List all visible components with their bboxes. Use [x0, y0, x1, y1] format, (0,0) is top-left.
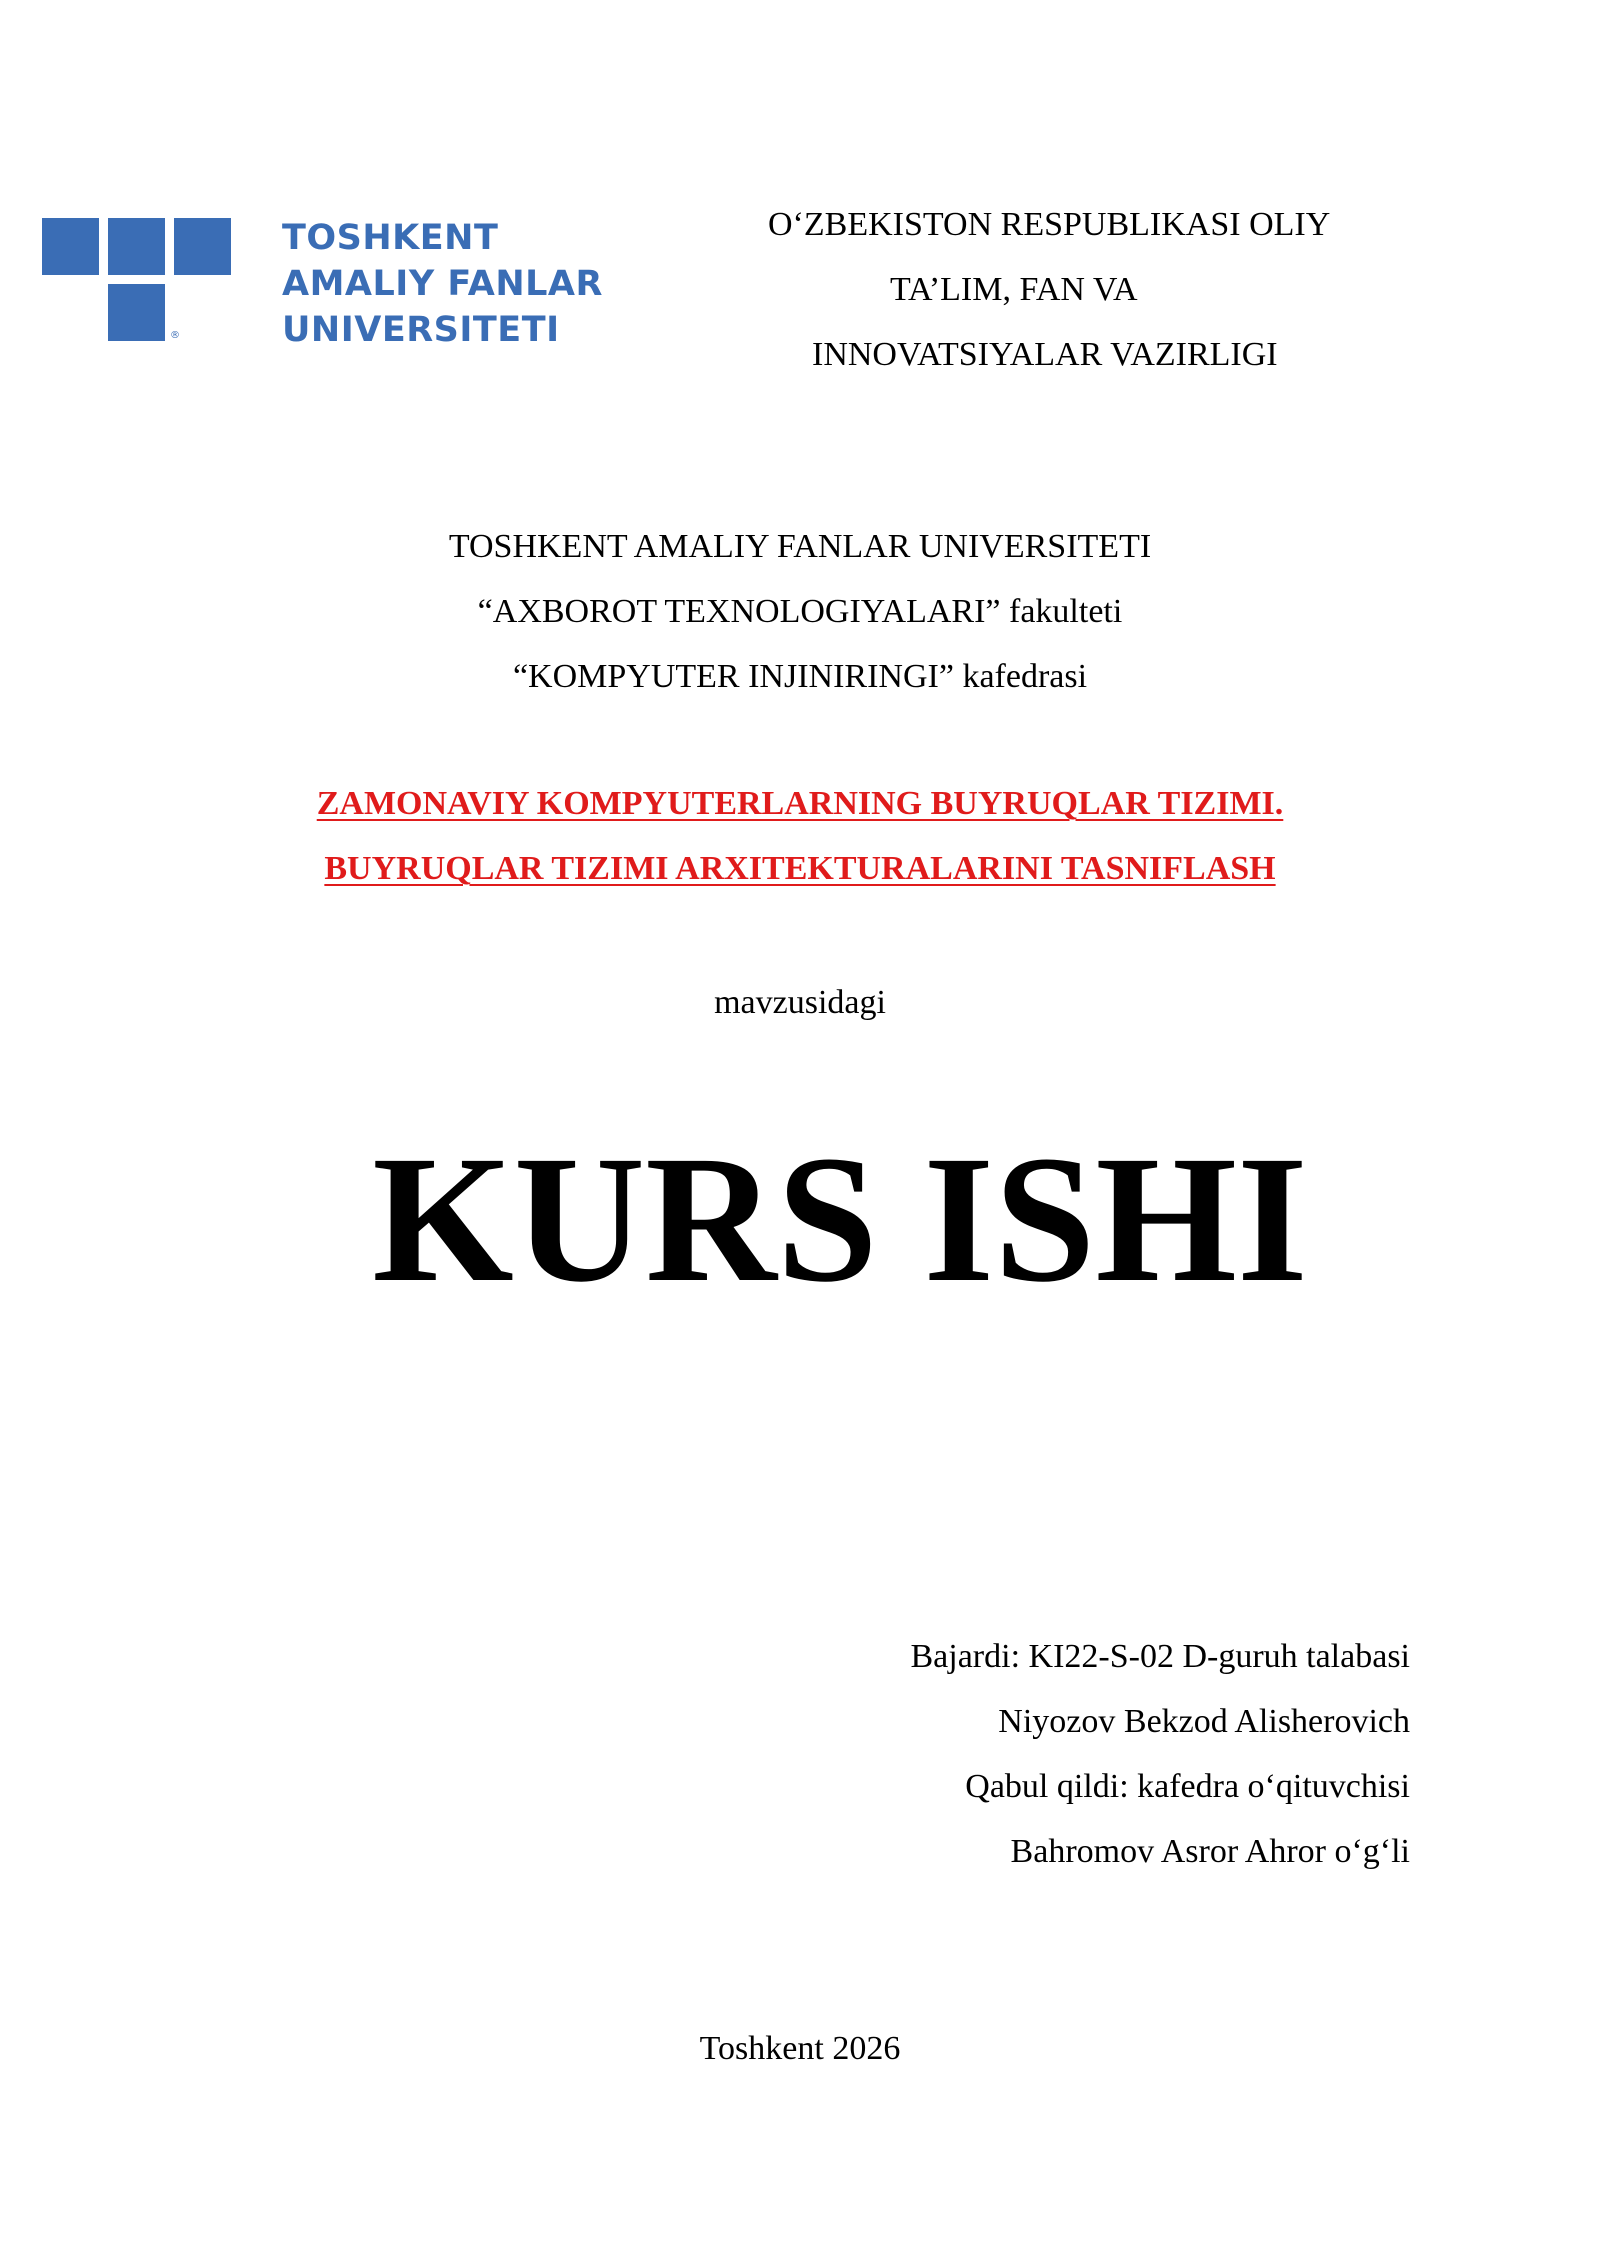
university-name: TOSHKENT AMALIY FANLAR UNIVERSITETI: [448, 528, 1152, 565]
logo-square: [174, 218, 231, 275]
credits-line: Bajardi: KI22-S-02 D-guruh talabasi: [910, 1638, 1410, 1675]
credits-line: Qabul qildi: kafedra o‘qituvchisi: [965, 1768, 1410, 1805]
document-title: KURS ISHI: [372, 1119, 1308, 1320]
city-year: Toshkent 2026: [699, 2030, 901, 2067]
logo-wordmark: [282, 215, 603, 353]
credits-block: [911, 1624, 1411, 1884]
ministry-line: O‘ZBEKISTON RESPUBLIKASI OLIY: [768, 206, 1331, 243]
logo-square: [108, 218, 165, 275]
logo-square: [108, 284, 165, 341]
logo-line: UNIVERSITETI: [282, 310, 560, 350]
university-logo-squares-icon: [42, 218, 232, 342]
credits-line: Bahromov Asror Ahror o‘g‘li: [1010, 1833, 1410, 1870]
topic-line: BUYRUQLAR TIZIMI ARXITEKTURALARINI TASNIFLASH: [324, 850, 1276, 887]
topic-line: ZAMONAVIY KOMPYUTERLARNING BUYRUQLAR TIZIMI.: [316, 785, 1284, 822]
faculty-name: “AXBOROT TEXNOLOGIYALARI” fakulteti: [477, 593, 1123, 630]
university-block: [0, 514, 1600, 709]
registered-mark: ®: [170, 330, 180, 341]
about-label: mavzusidagi: [714, 984, 886, 1021]
ministry-line: INNOVATSIYALAR VAZIRLIGI: [812, 336, 1278, 373]
ministry-line: TA’LIM, FAN VA: [890, 271, 1138, 308]
topic-title: [0, 771, 1600, 901]
logo-line: TOSHKENT: [282, 218, 499, 258]
department-name: “KOMPYUTER INJINIRINGI” kafedrasi: [512, 658, 1088, 695]
credits-line: Niyozov Bekzod Alisherovich: [998, 1703, 1410, 1740]
university-logo: [42, 215, 642, 350]
logo-line: AMALIY FANLAR: [282, 264, 603, 304]
logo-square: [42, 218, 99, 275]
ministry-heading: [690, 192, 1331, 387]
